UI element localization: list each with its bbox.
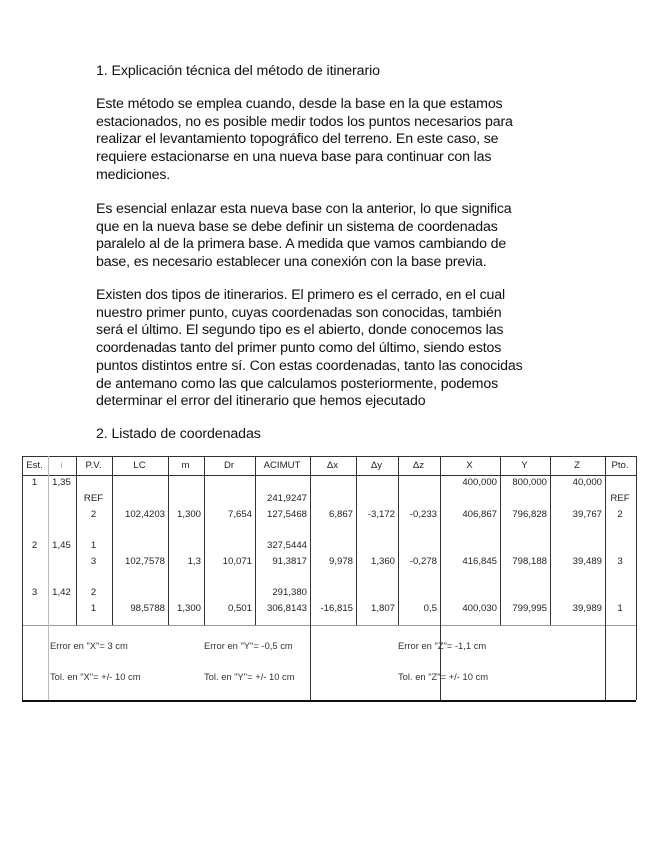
- header-pv: P.V.: [85, 460, 102, 471]
- paragraph-line: coordenadas tanto del primer punto como del último, siendo estos: [96, 340, 502, 357]
- paragraph-line: requiere estacionarse en una nueva base para continuar con las: [96, 149, 492, 166]
- column-rule: [255, 456, 256, 625]
- tolerance-y: Tol. en "Y"= +/- 10 cm: [204, 671, 295, 682]
- error-y: Error en "Y"= -0,5 cm: [204, 640, 293, 651]
- table-header-rule: [22, 475, 636, 476]
- column-rule: [48, 456, 49, 700]
- paragraph-line: mediciones.: [96, 166, 171, 183]
- column-rule: [500, 456, 501, 625]
- paragraph-line: Es esencial enlazar esta nueva base con la anterior, lo que significa: [96, 201, 512, 217]
- cell-dr: 10,071: [222, 556, 252, 567]
- cell-pto: 3: [617, 556, 623, 567]
- header-est: Est.: [26, 460, 43, 471]
- table-bottom-rule: [22, 700, 636, 702]
- cell-z: 39,767: [572, 509, 602, 520]
- header-x: X: [466, 460, 473, 471]
- cell-dr: 7,654: [227, 509, 252, 520]
- cell-i: 1,35: [52, 477, 71, 488]
- cell-acimut: 306,8143: [266, 603, 307, 614]
- cell-dx: 6,867: [328, 509, 353, 520]
- column-rule: [550, 456, 551, 625]
- column-rule: [636, 456, 637, 700]
- table-body-rule: [22, 625, 636, 626]
- column-rule: [76, 456, 77, 625]
- cell-dz: -0,278: [409, 556, 437, 567]
- error-x: Error en "X"= 3 cm: [50, 640, 128, 651]
- header-dx: Δx: [326, 460, 339, 471]
- cell-x: 406,867: [462, 509, 497, 520]
- cell-z: 39,489: [572, 556, 602, 567]
- cell-z: 39,989: [572, 603, 602, 614]
- cell-m: 1,3: [187, 556, 201, 567]
- cell-y: 800,000: [512, 477, 547, 488]
- cell-pto: 2: [617, 509, 623, 520]
- cell-i: 1,45: [52, 540, 71, 551]
- cell-pto: 1: [617, 603, 623, 614]
- header-m: m: [181, 460, 190, 471]
- cell-y: 796,828: [512, 509, 547, 520]
- cell-lc: 102,7578: [124, 556, 165, 567]
- tolerance-x: Tol. en "X"= +/- 10 cm: [50, 671, 141, 682]
- cell-pv: 2: [90, 587, 97, 598]
- column-rule: [398, 456, 399, 625]
- cell-acimut: 91,3817: [272, 556, 307, 567]
- column-rule: [168, 456, 169, 625]
- column-rule: [356, 456, 357, 625]
- cell-pv: 2: [90, 509, 97, 520]
- header-dy: Δy: [370, 460, 383, 471]
- cell-pv: 1: [90, 540, 97, 551]
- section-2-title: 2. Listado de coordenadas: [96, 426, 261, 442]
- cell-dy: 1,360: [370, 556, 395, 567]
- paragraph-line: estacionados, no es posible medir todos los puntos necesarios para: [96, 113, 513, 130]
- cell-x: 400,000: [462, 477, 497, 488]
- paragraph-line: realizar el levantamiento topográfico del terreno. En este caso, se: [96, 131, 499, 148]
- cell-acimut: 241,9247: [266, 493, 307, 504]
- column-rule: [440, 456, 441, 700]
- paragraph-line: nuestro primer punto, cuyas coordenadas son conocidas, también: [96, 304, 502, 321]
- cell-est: 3: [31, 587, 38, 598]
- section-1-title: 1. Explicación técnica del método de itinerario: [96, 63, 380, 79]
- header-z: Z: [574, 460, 580, 471]
- tolerance-z: Tol. en "Z"= +/- 10 cm: [398, 671, 489, 682]
- column-rule: [605, 456, 606, 700]
- paragraph-line: determinar el error del itinerario que hemos ejecutado: [96, 393, 426, 410]
- cell-i: 1,42: [52, 587, 71, 598]
- header-acimut: ACIMUT: [263, 460, 301, 471]
- cell-dy: -3,172: [367, 509, 395, 520]
- header-y: Y: [521, 460, 528, 471]
- cell-lc: 98,5788: [130, 603, 165, 614]
- cell-lc: 102,4203: [124, 509, 165, 520]
- cell-dz: -0,233: [409, 509, 437, 520]
- cell-pto: REF: [610, 493, 630, 504]
- paragraph-line: paralelo al de la primera base. A medida que vamos cambiando de: [96, 236, 507, 253]
- cell-acimut: 127,5468: [266, 509, 307, 520]
- cell-dr: 0,501: [227, 603, 252, 614]
- cell-y: 798,188: [512, 556, 547, 567]
- cell-dz: 0,5: [423, 603, 437, 614]
- paragraph-line: Existen dos tipos de itinerarios. El primero es el cerrado, en el cual: [96, 287, 506, 303]
- paragraph-line: será el último. El segundo tipo es el abierto, donde conocemos las: [96, 322, 504, 339]
- header-i: i: [60, 460, 63, 471]
- paragraph-line: Este método se emplea cuando, desde la base en la que estamos: [96, 96, 503, 112]
- header-pto: Pto.: [611, 460, 629, 471]
- cell-dx: -16,815: [320, 603, 353, 614]
- paragraph-line: puntos distintos entre sí. Con estas coordenadas, tanto las conocidas: [96, 357, 523, 374]
- cell-est: 1: [31, 477, 38, 488]
- header-dz: Δz: [412, 460, 425, 471]
- cell-pv: 3: [90, 556, 97, 567]
- cell-z: 40,000: [572, 477, 602, 488]
- error-z: Error en "Z"= -1,1 cm: [398, 640, 487, 651]
- cell-acimut: 327,5444: [266, 540, 307, 551]
- cell-dx: 9,978: [328, 556, 353, 567]
- cell-m: 1,300: [176, 603, 201, 614]
- cell-est: 2: [31, 540, 38, 551]
- column-rule: [204, 456, 205, 625]
- column-rule: [112, 456, 113, 625]
- cell-pv: REF: [83, 493, 104, 504]
- cell-dy: 1,807: [370, 603, 395, 614]
- cell-pv: 1: [90, 603, 97, 614]
- cell-y: 799,995: [512, 603, 547, 614]
- table-top-rule: [22, 456, 636, 457]
- cell-acimut: 291,380: [272, 587, 307, 598]
- paragraph-line: que en la nueva base se debe definir un sistema de coordenadas: [96, 218, 498, 235]
- cell-m: 1,300: [176, 509, 201, 520]
- header-dr: Dr: [223, 460, 235, 471]
- paragraph-line: base, es necesario establecer una conexión con la base previa.: [96, 254, 487, 271]
- paragraph-line: de antemano como las que calculamos posteriormente, podemos: [96, 375, 499, 392]
- column-rule: [22, 456, 23, 700]
- cell-x: 400,030: [462, 603, 497, 614]
- column-rule: [310, 456, 311, 700]
- header-lc: LC: [133, 460, 146, 471]
- cell-x: 416,845: [462, 556, 497, 567]
